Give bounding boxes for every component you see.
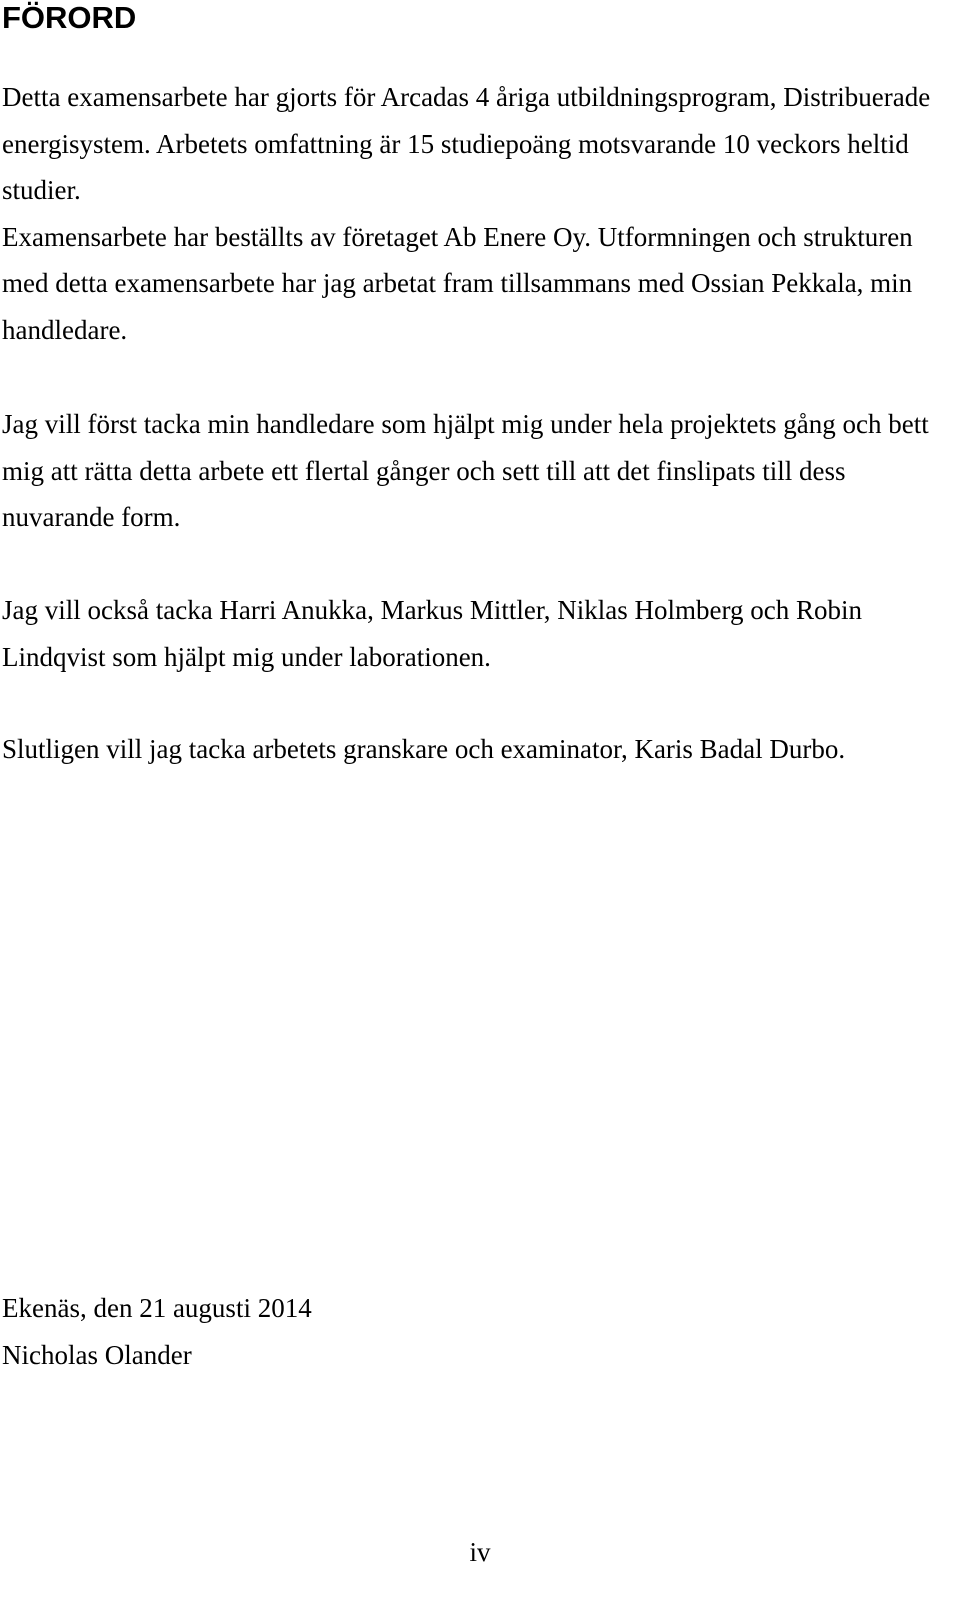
text-line: energisystem. Arbetets omfattning är 15 studiepoäng motsvarande 10 veckors heltid <box>2 128 909 159</box>
place-date: Ekenäs, den 21 augusti 2014 <box>2 1293 312 1323</box>
text-line: med detta examensarbete har jag arbetat fram tillsammans med Ossian Pekkala, min <box>2 268 913 298</box>
closing-signature <box>2 1285 312 1378</box>
text-line: Examensarbete har beställts av företaget Ab Enere Oy. Utformningen och strukturen <box>2 221 913 252</box>
paragraph-thanks-supervisor <box>2 401 929 541</box>
page-heading: FÖRORD <box>2 0 137 35</box>
text-line: Jag vill också tacka Harri Anukka, Markus Mittler, Niklas Holmberg och Robin <box>2 595 863 625</box>
text-line: handledare. <box>2 314 128 345</box>
paragraph-thanks-lab <box>2 587 862 680</box>
paragraph-commission <box>2 214 913 354</box>
text-line: mig att rätta detta arbete ett flertal gånger och sett till att det finslipats till dess <box>2 455 846 486</box>
text-line: nuvarande form. <box>2 502 181 532</box>
paragraph-intro <box>2 74 930 214</box>
text-line: studier. <box>2 175 81 205</box>
text-line: Detta examensarbete har gjorts för Arcadas 4 åriga utbildningsprogram, Distribuerade <box>2 82 931 112</box>
text-line: Slutligen vill jag tacka arbetets granskare och examinator, Karis Badal Durbo. <box>2 734 846 764</box>
author-name: Nicholas Olander <box>2 1339 192 1370</box>
page-number: iv <box>469 1537 491 1567</box>
text-line: Jag vill först tacka min handledare som hjälpt mig under hela projektets gång och bett <box>2 409 929 439</box>
text-line: Lindqvist som hjälpt mig under laborationen. <box>2 641 491 672</box>
paragraph-thanks-examiner <box>2 726 845 773</box>
